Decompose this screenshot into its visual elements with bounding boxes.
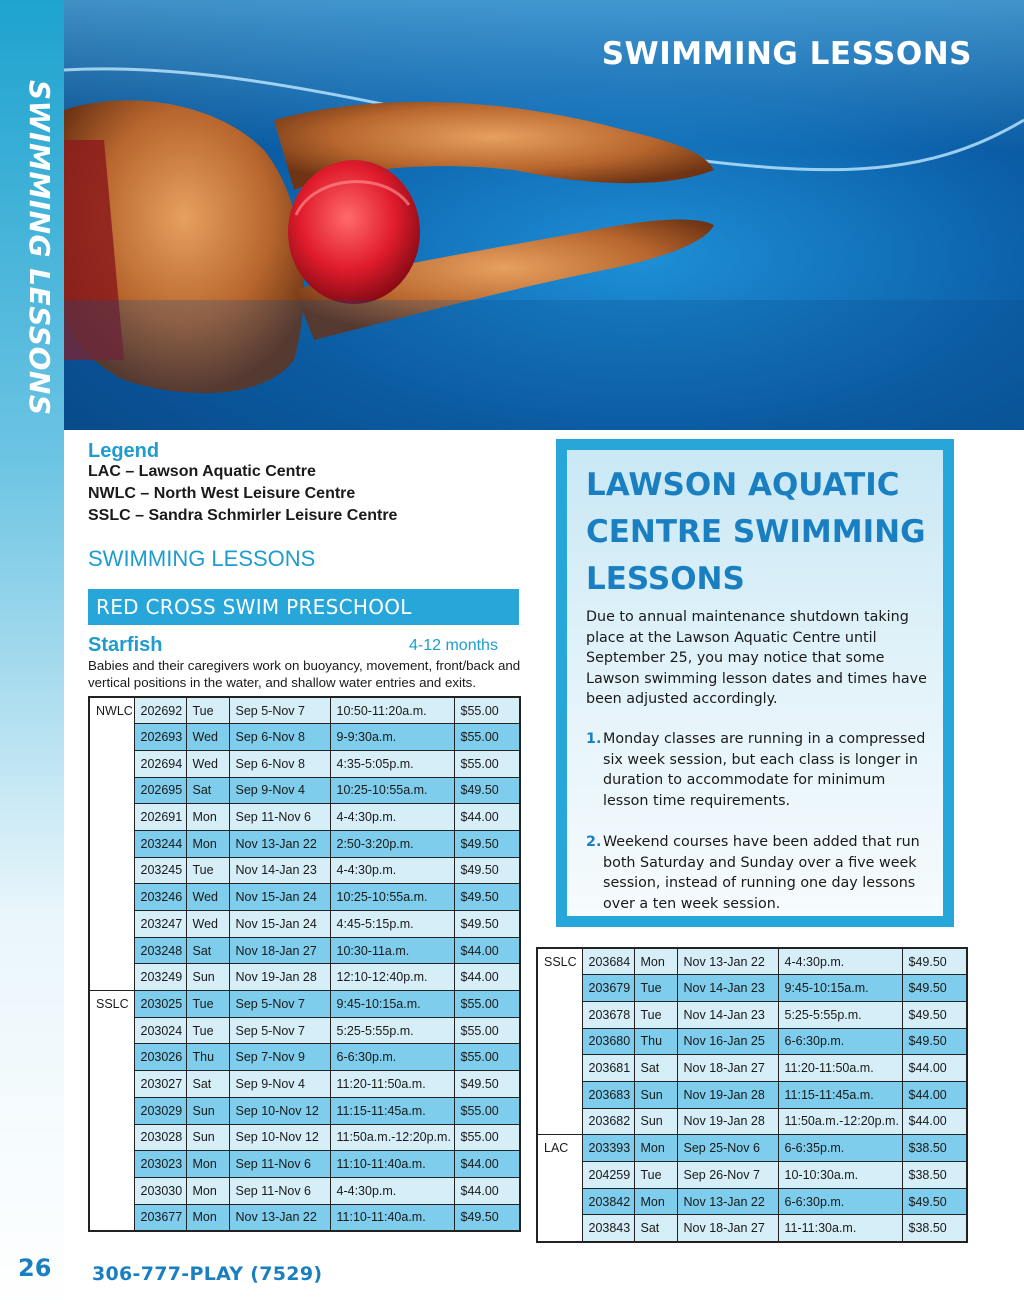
day-cell: Thu <box>186 1044 229 1071</box>
course-code-cell: 203028 <box>134 1124 186 1151</box>
day-cell: Mon <box>634 948 677 975</box>
course-code-cell: 203249 <box>134 964 186 991</box>
day-cell: Tue <box>634 1162 677 1189</box>
legend-item: SSLC – Sandra Schmirler Leisure Centre <box>88 507 398 524</box>
table-row <box>537 1081 967 1108</box>
info-intro: Due to annual maintenance shutdown taking place at the Lawson Aquatic Centre until September 25, you may notice that some Lawson swimming lesson dates and times have been adjusted accordingly. <box>586 609 927 708</box>
hero-image <box>64 0 1024 430</box>
time-cell: 11:15-11:45a.m. <box>330 1097 454 1124</box>
day-cell: Wed <box>186 911 229 938</box>
dates-cell: Sep 10-Nov 12 <box>229 1124 330 1151</box>
day-cell: Mon <box>186 1151 229 1178</box>
dates-cell: Sep 11-Nov 6 <box>229 1151 330 1178</box>
course-code-cell: 203677 <box>134 1204 186 1231</box>
table-row <box>89 697 520 724</box>
legend-item: LAC – Lawson Aquatic Centre <box>88 463 316 480</box>
course-code-cell: 202693 <box>134 724 186 751</box>
day-cell: Sat <box>186 777 229 804</box>
day-cell: Wed <box>186 724 229 751</box>
course-code-cell: 203023 <box>134 1151 186 1178</box>
dates-cell: Sep 7-Nov 9 <box>229 1044 330 1071</box>
location-cell: SSLC <box>537 948 582 1135</box>
dates-cell: Sep 5-Nov 7 <box>229 991 330 1018</box>
dates-cell: Nov 14-Jan 23 <box>677 1001 778 1028</box>
fee-cell: $49.50 <box>454 911 520 938</box>
fee-cell: $44.00 <box>454 937 520 964</box>
fee-cell: $55.00 <box>454 697 520 724</box>
table-row <box>89 777 520 804</box>
dates-cell: Sep 26-Nov 7 <box>677 1162 778 1189</box>
day-cell: Mon <box>186 804 229 831</box>
fee-cell: $55.00 <box>454 724 520 751</box>
dates-cell: Nov 18-Jan 27 <box>677 1215 778 1242</box>
day-cell: Tue <box>186 697 229 724</box>
dates-cell: Sep 10-Nov 12 <box>229 1097 330 1124</box>
table-row <box>89 804 520 831</box>
day-cell: Sat <box>186 1071 229 1098</box>
time-cell: 10:25-10:55a.m. <box>330 884 454 911</box>
time-cell: 11:10-11:40a.m. <box>330 1204 454 1231</box>
location-cell: LAC <box>537 1135 582 1242</box>
course-name: Starfish <box>88 634 163 656</box>
course-code-cell: 203030 <box>134 1177 186 1204</box>
table-row <box>537 1001 967 1028</box>
fee-cell: $49.50 <box>454 830 520 857</box>
day-cell: Sat <box>634 1055 677 1082</box>
table-row <box>537 1108 967 1135</box>
time-cell: 9:45-10:15a.m. <box>778 975 902 1002</box>
program-band: RED CROSS SWIM PRESCHOOL <box>88 589 519 625</box>
dates-cell: Sep 9-Nov 4 <box>229 1071 330 1098</box>
schedule-table-left <box>88 696 521 1232</box>
day-cell: Mon <box>186 830 229 857</box>
info-item-text: Monday classes are running in a compressed six week session, but each class is longer in duration to accommodate for minimum lesson time requirements. <box>603 731 926 809</box>
dates-cell: Nov 13-Jan 22 <box>677 948 778 975</box>
day-cell: Wed <box>186 884 229 911</box>
dates-cell: Nov 19-Jan 28 <box>229 964 330 991</box>
fee-cell: $38.50 <box>902 1162 967 1189</box>
time-cell: 6-6:30p.m. <box>778 1028 902 1055</box>
dates-cell: Nov 14-Jan 23 <box>229 857 330 884</box>
hero-title: SWIMMING LESSONS <box>601 36 972 72</box>
day-cell: Sun <box>186 1097 229 1124</box>
course-code-cell: 203025 <box>134 991 186 1018</box>
fee-cell: $44.00 <box>902 1081 967 1108</box>
day-cell: Tue <box>634 975 677 1002</box>
fee-cell: $49.50 <box>454 777 520 804</box>
fee-cell: $38.50 <box>902 1135 967 1162</box>
course-code-cell: 202692 <box>134 697 186 724</box>
fee-cell: $44.00 <box>454 964 520 991</box>
fee-cell: $55.00 <box>454 1124 520 1151</box>
time-cell: 10:25-10:55a.m. <box>330 777 454 804</box>
course-code-cell: 203244 <box>134 830 186 857</box>
info-item-number: 2. <box>586 834 602 850</box>
location-cell: SSLC <box>89 991 134 1231</box>
course-code-cell: 203029 <box>134 1097 186 1124</box>
info-item <box>586 729 931 811</box>
day-cell: Sun <box>186 1124 229 1151</box>
fee-cell: $55.00 <box>454 1044 520 1071</box>
course-code-cell: 203684 <box>582 948 634 975</box>
course-code-cell: 203683 <box>582 1081 634 1108</box>
time-cell: 5:25-5:55p.m. <box>330 1017 454 1044</box>
table-row <box>537 1188 967 1215</box>
time-cell: 4:35-5:05p.m. <box>330 750 454 777</box>
course-code-cell: 203678 <box>582 1001 634 1028</box>
time-cell: 11-11:30a.m. <box>778 1215 902 1242</box>
day-cell: Sun <box>186 964 229 991</box>
course-code-cell: 203393 <box>582 1135 634 1162</box>
time-cell: 4-4:30p.m. <box>330 857 454 884</box>
dates-cell: Nov 18-Jan 27 <box>229 937 330 964</box>
table-row <box>89 1044 520 1071</box>
time-cell: 11:10-11:40a.m. <box>330 1151 454 1178</box>
fee-cell: $49.50 <box>454 884 520 911</box>
time-cell: 4-4:30p.m. <box>330 804 454 831</box>
dates-cell: Sep 9-Nov 4 <box>229 777 330 804</box>
table-row <box>89 991 520 1018</box>
day-cell: Mon <box>634 1188 677 1215</box>
fee-cell: $49.50 <box>902 1001 967 1028</box>
table-row <box>537 1215 967 1242</box>
table-row <box>537 1028 967 1055</box>
info-item-text: Weekend courses have been added that run both Saturday and Sunday over a five week session, instead of running one day lessons over a ten week session. <box>603 834 920 912</box>
dates-cell: Sep 6-Nov 8 <box>229 750 330 777</box>
time-cell: 6-6:35p.m. <box>778 1135 902 1162</box>
day-cell: Thu <box>634 1028 677 1055</box>
day-cell: Mon <box>634 1135 677 1162</box>
time-cell: 5:25-5:55p.m. <box>778 1001 902 1028</box>
course-code-cell: 202695 <box>134 777 186 804</box>
table-row <box>537 1135 967 1162</box>
dates-cell: Sep 5-Nov 7 <box>229 1017 330 1044</box>
page-number: 26 <box>18 1254 52 1282</box>
time-cell: 9:45-10:15a.m. <box>330 991 454 1018</box>
dates-cell: Nov 13-Jan 22 <box>229 830 330 857</box>
info-item <box>586 832 931 914</box>
time-cell: 6-6:30p.m. <box>330 1044 454 1071</box>
table-row <box>537 948 967 975</box>
course-code-cell: 203843 <box>582 1215 634 1242</box>
time-cell: 10:30-11a.m. <box>330 937 454 964</box>
course-code-cell: 203245 <box>134 857 186 884</box>
time-cell: 6-6:30p.m. <box>778 1188 902 1215</box>
time-cell: 11:20-11:50a.m. <box>778 1055 902 1082</box>
table-row <box>89 884 520 911</box>
course-code-cell: 204259 <box>582 1162 634 1189</box>
table-row <box>89 1071 520 1098</box>
course-code-cell: 203248 <box>134 937 186 964</box>
course-code-cell: 203026 <box>134 1044 186 1071</box>
table-row <box>89 1204 520 1231</box>
course-code-cell: 203682 <box>582 1108 634 1135</box>
time-cell: 11:15-11:45a.m. <box>778 1081 902 1108</box>
time-cell: 9-9:30a.m. <box>330 724 454 751</box>
schedule-table-right <box>536 947 968 1243</box>
course-age: 4-12 months <box>409 637 498 654</box>
table-row <box>89 911 520 938</box>
time-cell: 11:20-11:50a.m. <box>330 1071 454 1098</box>
legend-item: NWLC – North West Leisure Centre <box>88 485 356 502</box>
dates-cell: Sep 11-Nov 6 <box>229 804 330 831</box>
fee-cell: $49.50 <box>902 948 967 975</box>
day-cell: Sun <box>634 1081 677 1108</box>
dates-cell: Nov 19-Jan 28 <box>677 1081 778 1108</box>
course-code-cell: 202694 <box>134 750 186 777</box>
dates-cell: Nov 16-Jan 25 <box>677 1028 778 1055</box>
day-cell: Tue <box>186 991 229 1018</box>
time-cell: 12:10-12:40p.m. <box>330 964 454 991</box>
fee-cell: $55.00 <box>454 1097 520 1124</box>
fee-cell: $44.00 <box>902 1055 967 1082</box>
table-row <box>89 1124 520 1151</box>
table-row <box>89 1177 520 1204</box>
time-cell: 10:50-11:20a.m. <box>330 697 454 724</box>
table-row <box>89 750 520 777</box>
sidebar-title <box>8 80 56 416</box>
info-item-number: 1. <box>586 731 602 747</box>
course-code-cell: 202691 <box>134 804 186 831</box>
time-cell: 4-4:30p.m. <box>330 1177 454 1204</box>
fee-cell: $49.50 <box>454 1204 520 1231</box>
course-code-cell: 203679 <box>582 975 634 1002</box>
table-row <box>537 1055 967 1082</box>
course-code-cell: 203024 <box>134 1017 186 1044</box>
fee-cell: $55.00 <box>454 1017 520 1044</box>
dates-cell: Nov 13-Jan 22 <box>677 1188 778 1215</box>
course-code-cell: 203681 <box>582 1055 634 1082</box>
course-code-cell: 203027 <box>134 1071 186 1098</box>
table-row <box>89 857 520 884</box>
dates-cell: Nov 15-Jan 24 <box>229 911 330 938</box>
dates-cell: Nov 15-Jan 24 <box>229 884 330 911</box>
dates-cell: Sep 25-Nov 6 <box>677 1135 778 1162</box>
dates-cell: Nov 13-Jan 22 <box>229 1204 330 1231</box>
fee-cell: $49.50 <box>454 857 520 884</box>
dates-cell: Sep 5-Nov 7 <box>229 697 330 724</box>
time-cell: 4-4:30p.m. <box>778 948 902 975</box>
course-code-cell: 203842 <box>582 1188 634 1215</box>
fee-cell: $44.00 <box>454 804 520 831</box>
legend-heading: Legend <box>88 440 160 462</box>
section-heading: SWIMMING LESSONS <box>88 546 316 571</box>
time-cell: 2:50-3:20p.m. <box>330 830 454 857</box>
fee-cell: $44.00 <box>454 1151 520 1178</box>
time-cell: 10-10:30a.m. <box>778 1162 902 1189</box>
day-cell: Tue <box>186 857 229 884</box>
fee-cell: $49.50 <box>454 1071 520 1098</box>
day-cell: Sat <box>186 937 229 964</box>
fee-cell: $55.00 <box>454 991 520 1018</box>
table-row <box>89 724 520 751</box>
table-row <box>537 1162 967 1189</box>
day-cell: Mon <box>186 1177 229 1204</box>
dates-cell: Nov 19-Jan 28 <box>677 1108 778 1135</box>
fee-cell: $49.50 <box>902 975 967 1002</box>
table-row <box>89 964 520 991</box>
course-code-cell: 203247 <box>134 911 186 938</box>
fee-cell: $44.00 <box>902 1108 967 1135</box>
location-cell: NWLC <box>89 697 134 991</box>
day-cell: Tue <box>634 1001 677 1028</box>
time-cell: 4:45-5:15p.m. <box>330 911 454 938</box>
fee-cell: $38.50 <box>902 1215 967 1242</box>
day-cell: Wed <box>186 750 229 777</box>
course-code-cell: 203246 <box>134 884 186 911</box>
day-cell: Tue <box>186 1017 229 1044</box>
day-cell: Sun <box>634 1108 677 1135</box>
fee-cell: $49.50 <box>902 1028 967 1055</box>
dates-cell: Sep 6-Nov 8 <box>229 724 330 751</box>
table-row <box>537 975 967 1002</box>
fee-cell: $55.00 <box>454 750 520 777</box>
course-code-cell: 203680 <box>582 1028 634 1055</box>
table-row <box>89 1097 520 1124</box>
table-row <box>89 830 520 857</box>
sidebar-title-text: SWIMMING LESSONS <box>23 80 56 416</box>
table-row <box>89 1017 520 1044</box>
fee-cell: $49.50 <box>902 1188 967 1215</box>
dates-cell: Nov 14-Jan 23 <box>677 975 778 1002</box>
dates-cell: Sep 11-Nov 6 <box>229 1177 330 1204</box>
fee-cell: $44.00 <box>454 1177 520 1204</box>
course-description: Babies and their caregivers work on buoyancy, movement, front/back and vertical positions in the water, and shallow water entries and exits. <box>88 658 521 690</box>
info-title: LAWSON AQUATIC CENTRE SWIMMING LESSONS <box>586 467 926 597</box>
footer-phone: 306-777-PLAY (7529) <box>92 1263 323 1285</box>
day-cell: Sat <box>634 1215 677 1242</box>
table-row <box>89 1151 520 1178</box>
day-cell: Mon <box>186 1204 229 1231</box>
table-row <box>89 937 520 964</box>
time-cell: 11:50a.m.-12:20p.m. <box>330 1124 454 1151</box>
time-cell: 11:50a.m.-12:20p.m. <box>778 1108 902 1135</box>
dates-cell: Nov 18-Jan 27 <box>677 1055 778 1082</box>
